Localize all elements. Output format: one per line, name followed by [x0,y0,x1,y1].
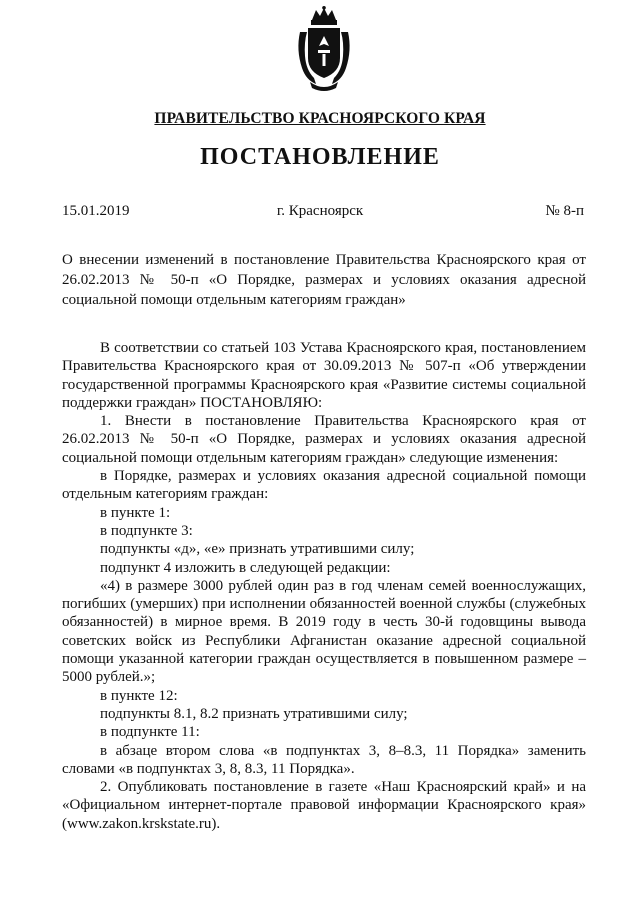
paragraph-preamble: В соответствии со статьей 103 Устава Красноярского края, постановлением Правительства Красноярского края от 30.09.2013 № 507-п «Об утверждении государственной программы Красноярского края «Развитие системы социальной поддержки граждан» ПОСТАНОВЛЯЮ: [62,340,586,411]
paragraph: в пункте 12: [100,687,178,704]
paragraph: подпункт 4 изложить в следующей редакции: [100,559,391,576]
document-body [62,339,586,833]
paragraph: подпункты «д», «е» признать утратившими силу; [100,541,415,558]
paragraph: в подпункте 11: [100,724,200,741]
document-subject: О внесении изменений в постановление Правительства Красноярского края от 26.02.2013 № 50-п «О Порядке, размерах и условиях оказания адресной социальной помощи отдельным категориям граждан» [62,252,586,308]
government-name: ПРАВИТЕЛЬСТВО КРАСНОЯРСКОГО КРАЯ [154,110,486,127]
document-city: г. Красноярск [276,203,364,219]
paragraph: в Порядке, размерах и условиях оказания адресной социальной помощи отдельным категориям граждан: [62,468,586,503]
document-number: № 8-п [545,203,584,219]
paragraph: подпункты 8.1, 8.2 признать утратившими силу; [100,705,408,722]
document-title: ПОСТАНОВЛЕНИЕ [200,144,440,170]
paragraph: в пункте 1: [100,504,171,521]
document-date: 15.01.2019 [62,203,130,219]
paragraph-item-1: 1. Внести в постановление Правительства Красноярского края от 26.02.2013 № 50-п «О Порядке, размерах и условиях оказания адресной социальной помощи отдельным категориям граждан» следующие изменения: [62,413,586,466]
paragraph-quote: «4) в размере 3000 рублей один раз в год членам семей военнослужащих, погибших (умерших) при исполнении обязанностей военной службы (служебных обязанностей) в мирное время. В 2019 году в честь 30-й годовщины вывода советских войск из Республики Афганистан оказание адресной социальной помощи указанной категории граждан осуществляется в повышенном размере – 5000 рублей.»; [62,577,586,686]
paragraph: в подпункте 3: [100,522,193,539]
paragraph: в абзаце втором слова «в подпунктах 3, 8–8.3, 11 Порядка» заменить словами «в подпунктах 3, 8, 8.3, 11 Порядка». [62,742,586,777]
coat-of-arms-icon [296,6,352,92]
paragraph-item-2: 2. Опубликовать постановление в газете «Наш Красноярский край» и на «Официальном интернет-портале правовой информации Красноярского края» (www.zakon.krskstate.ru). [62,779,586,832]
